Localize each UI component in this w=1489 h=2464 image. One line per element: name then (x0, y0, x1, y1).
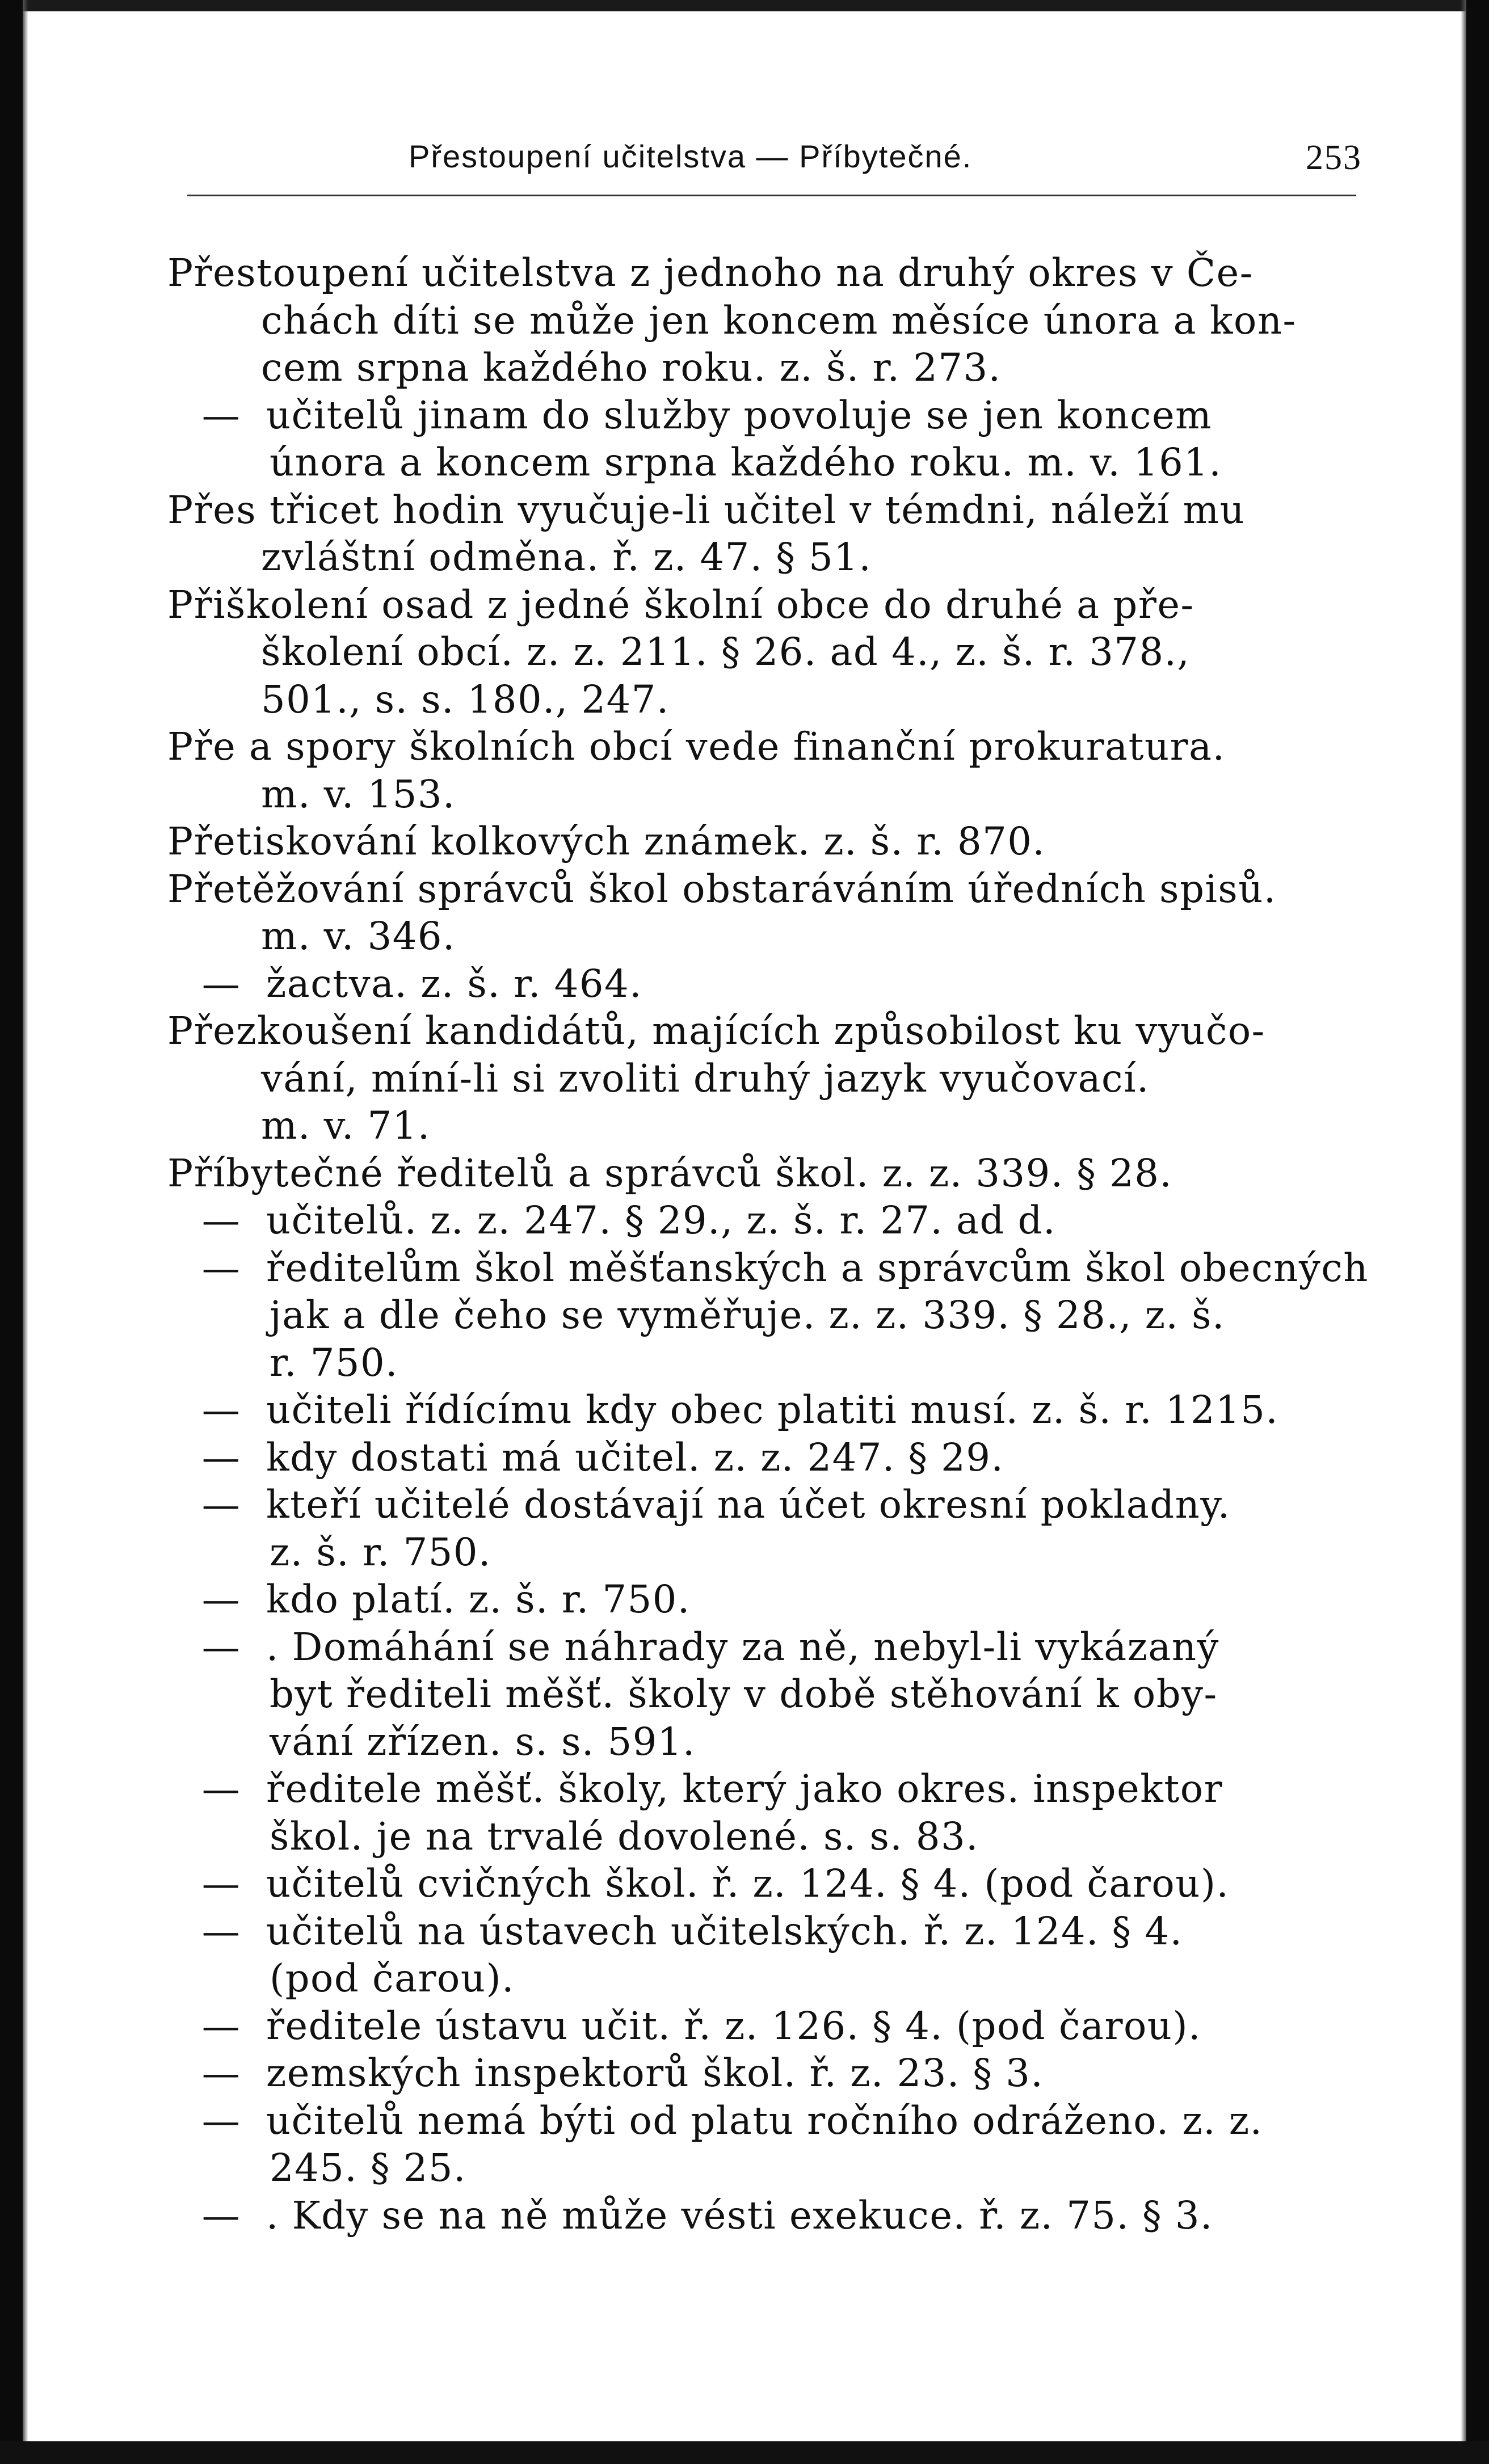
index-entry (167, 1576, 1365, 1624)
index-line-text: Příbytečné ředitelů a správců škol. z. z. 339. § 28. (167, 1151, 1173, 1195)
index-line (167, 1008, 1365, 1055)
index-line (167, 1055, 1365, 1103)
index-line (167, 1766, 1365, 1813)
index-entry (167, 2192, 1365, 2240)
index-line-text: vání zřízen. s. s. 591. (270, 1719, 696, 1764)
index-line-text: učitelů nemá býti od platu ročního odráženo. z. z. (266, 2098, 1263, 2143)
ditto-dash: — (201, 2193, 241, 2238)
index-line-text: r. 750. (270, 1340, 398, 1385)
ditto-dash: — (201, 2051, 241, 2095)
index-line-text: zemských inspektorů škol. ř. z. 23. § 3. (266, 2051, 1044, 2095)
index-line-text: učiteli řídícímu kdy obec platiti musí. z. š. r. 1215. (266, 1388, 1279, 1432)
ditto-dash: — (201, 1861, 241, 1906)
index-line (167, 2145, 1365, 2192)
index-entry (167, 866, 1365, 961)
index-entry (167, 1481, 1365, 1576)
index-line (167, 818, 1365, 866)
index-entry (167, 582, 1365, 724)
index-line (167, 1150, 1365, 1198)
ditto-dash: — (201, 1198, 241, 1242)
header-rule (187, 195, 1356, 196)
index-line-text: 245. § 25. (270, 2146, 466, 2190)
index-entry (167, 1908, 1365, 2003)
index-entry (167, 818, 1365, 866)
ditto-dash: — (201, 1624, 241, 1669)
index-line-text: ředitele ústavu učit. ř. z. 126. § 4. (pod čarou). (266, 2003, 1201, 2048)
index-line-text: byt řediteli měšť. školy v době stěhování k oby- (270, 1672, 1218, 1716)
index-line-text: Přestoupení učitelstva z jednoho na druhý okres v Če- (167, 251, 1254, 295)
index-line (167, 1955, 1365, 2003)
index-line (167, 1245, 1369, 1292)
index-entry (167, 961, 1365, 1008)
index-line-text: učitelů na ústavech učitelských. ř. z. 124. § 4. (266, 1909, 1183, 1953)
index-line (167, 1671, 1365, 1719)
index-line (167, 1813, 1365, 1861)
index-line-text: 501., s. s. 180., 247. (261, 677, 670, 722)
index-line-text: kdo platí. z. š. r. 750. (266, 1577, 691, 1621)
ditto-dash: — (201, 1245, 241, 1290)
index-line-text: m. v. 153. (261, 772, 456, 816)
index-line (167, 439, 1365, 487)
index-line-text: února a koncem srpna každého roku. m. v. 161. (270, 440, 1222, 485)
ditto-dash: — (201, 961, 241, 1006)
index-line (167, 2097, 1365, 2145)
ditto-dash: — (201, 393, 241, 437)
ditto-dash: — (201, 1767, 241, 1811)
index-line-text: školení obcí. z. z. 211. § 26. ad 4., z. š. r. 378., (261, 630, 1191, 674)
index-line (167, 1197, 1365, 1245)
index-entry (167, 2050, 1365, 2097)
page-header (170, 128, 1362, 190)
index-line (167, 582, 1365, 629)
index-line-text: m. v. 71. (261, 1103, 431, 1148)
index-entry (167, 2097, 1365, 2192)
index-line-text: ředitele měšť. školy, který jako okres. inspektor (266, 1767, 1223, 1811)
index-line-text: cem srpna každého roku. z. š. r. 273. (261, 346, 1002, 390)
index-line (167, 1387, 1365, 1434)
index-line-text: chách díti se může jen koncem měsíce února a kon- (261, 298, 1297, 343)
page-edge-left (0, 0, 23, 2464)
page-edge-right (1466, 0, 1489, 2464)
index-entry (167, 487, 1365, 582)
index-line-text: Přiškolení osad z jedné školní obce do druhé a pře- (167, 582, 1194, 627)
index-line-text: učitelů. z. z. 247. § 29., z. š. r. 27. ad d. (266, 1198, 1056, 1242)
index-line-text: učitelů jinam do služby povoluje se jen koncem (266, 393, 1213, 437)
index-line (167, 961, 1365, 1008)
ditto-dash: — (201, 1909, 241, 1953)
index-line (167, 1340, 1365, 1387)
index-entry (167, 1766, 1365, 1860)
index-line (167, 344, 1365, 392)
index-line-text: z. š. r. 750. (270, 1530, 491, 1574)
index-line (167, 487, 1365, 534)
ditto-dash: — (201, 1577, 241, 1621)
index-line-text: ředitelům škol měšťanských a správcům škol obecných (266, 1245, 1369, 1290)
index-line-text: Přezkoušení kandidátů, majících způsobilost ku vyučo- (167, 1009, 1265, 1053)
index-entry (167, 1150, 1365, 1198)
index-line (167, 1529, 1365, 1577)
index-line (167, 2003, 1365, 2050)
index-line-text: Přetiskování kolkových známek. z. š. r. 870. (167, 819, 1046, 864)
index-entry (167, 1197, 1365, 1245)
page-edge-bottom (0, 2441, 1489, 2464)
index-line (167, 1292, 1365, 1340)
index-entry (167, 1387, 1365, 1434)
ditto-dash: — (201, 1482, 241, 1527)
ditto-dash: — (201, 1435, 241, 1480)
index-line (167, 534, 1365, 582)
index-line-text: jak a dle čeho se vyměřuje. z. z. 339. § 28., z. š. (270, 1293, 1225, 1337)
index-line (167, 913, 1365, 961)
index-line (167, 2192, 1365, 2240)
index-entry (167, 250, 1365, 392)
page-number: 253 (1306, 138, 1362, 177)
ditto-dash: — (201, 1388, 241, 1432)
index-line-text: Pře a spory školních obcí vede finanční prokuratura. (167, 725, 1226, 769)
index-line (167, 1624, 1365, 1671)
index-entry (167, 1434, 1365, 1482)
page-edge-top (0, 0, 1489, 11)
ditto-dash: — (201, 2003, 241, 2048)
index-line (167, 1860, 1365, 1908)
index-line-text: škol. je na trvalé dovolené. s. s. 83. (270, 1814, 979, 1859)
index-line (167, 723, 1365, 771)
index-line (167, 1434, 1365, 1482)
index-line-text: kteří učitelé dostávají na účet okresní pokladny. (266, 1482, 1231, 1527)
index-line (167, 1481, 1365, 1529)
index-line-text: vání, míní-li si zvoliti druhý jazyk vyučovací. (261, 1056, 1150, 1101)
index-line-text: učitelů cvičných škol. ř. z. 124. § 4. (pod čarou). (266, 1861, 1230, 1906)
index-line (167, 1576, 1365, 1624)
index-line (167, 297, 1365, 345)
index-line (167, 676, 1365, 724)
index-entry (167, 1245, 1369, 1387)
index-line-text: Přetěžování správců škol obstaráváním úředních spisů. (167, 866, 1277, 911)
index-line-text: . Domáhání se náhrady za ně, nebyl-li vykázaný (266, 1624, 1219, 1669)
index-line (167, 1908, 1365, 1956)
index-line (167, 771, 1365, 819)
index-line-text: . Kdy se na ně může vésti exekuce. ř. z. 75. § 3. (266, 2193, 1213, 2238)
running-title: Přestoupení učitelstva — Příbytečné. (409, 138, 973, 174)
index-line (167, 392, 1365, 440)
index-entry (167, 1008, 1365, 1150)
index-line-text: kdy dostati má učitel. z. z. 247. § 29. (266, 1435, 1004, 1480)
index-line-text: žactva. z. š. r. 464. (266, 961, 642, 1006)
index-line (167, 629, 1365, 676)
index-line (167, 1102, 1365, 1150)
index-line-text: zvláštní odměna. ř. z. 47. § 51. (261, 535, 872, 579)
index-entry (167, 392, 1365, 487)
index-entry (167, 1860, 1365, 1908)
index-line-text: (pod čarou). (270, 1956, 515, 2000)
index-line (167, 866, 1365, 913)
index-entry (167, 1624, 1365, 1766)
index-line-text: m. v. 346. (261, 914, 456, 958)
index-line (167, 2050, 1365, 2097)
index-entry (167, 723, 1365, 818)
index-line (167, 1719, 1365, 1766)
index-entry (167, 2003, 1365, 2050)
index-body (167, 250, 1369, 2239)
index-line-text: Přes třicet hodin vyučuje-li učitel v témdni, náleží mu (167, 487, 1246, 532)
ditto-dash: — (201, 2098, 241, 2143)
index-line (167, 250, 1365, 297)
